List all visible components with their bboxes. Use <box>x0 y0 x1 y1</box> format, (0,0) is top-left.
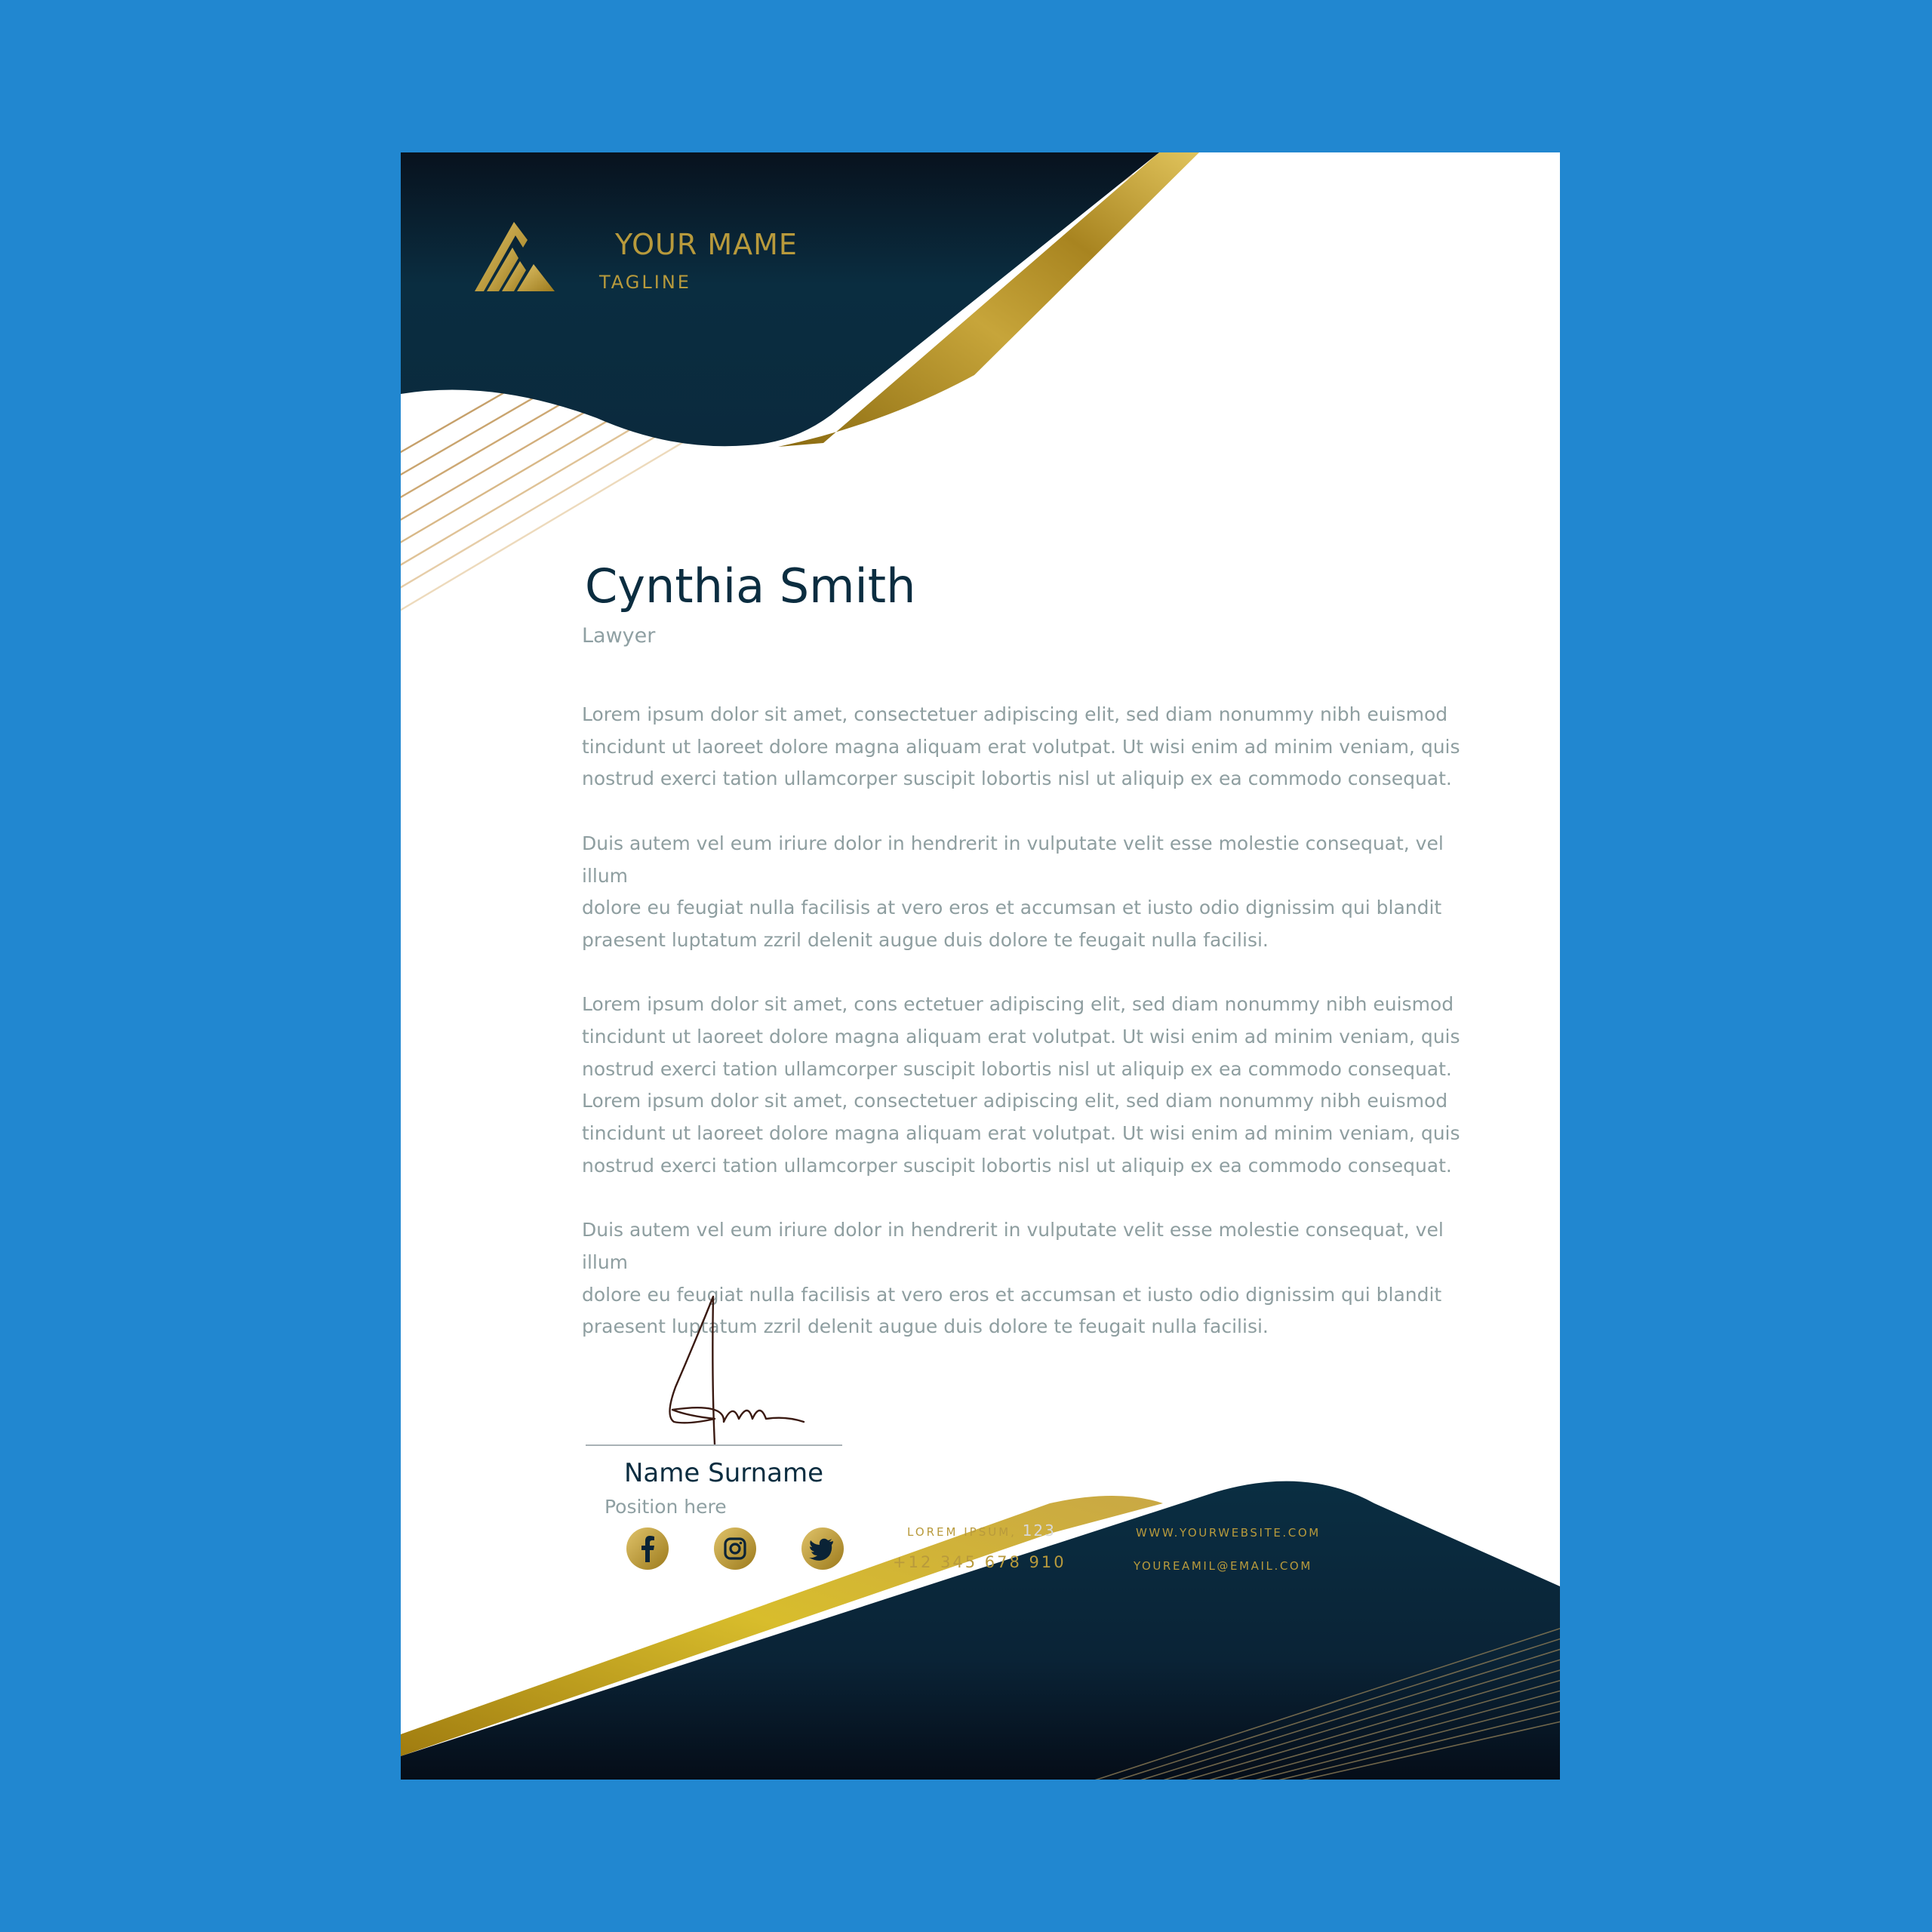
address-number: 123 <box>1022 1521 1056 1540</box>
signature-position: Position here <box>605 1496 727 1518</box>
facebook-icon[interactable] <box>626 1527 669 1570</box>
signature-line <box>586 1444 842 1446</box>
signature-name: Name Surname <box>624 1458 824 1488</box>
body-paragraph: Lorem ipsum dolor sit amet, consectetuer adipiscing elit, sed diam nonummy nibh euismod tincidunt ut laoreet dolore magna aliquam erat volutpat. Ut wisi enim ad minim veniam, quis nostrud exerci tation ullamcorper suscipit lobortis nisl ut aliquip ex ea commodo consequat. <box>582 703 1460 790</box>
mountain-logo-icon <box>475 222 556 294</box>
twitter-icon[interactable] <box>801 1527 844 1570</box>
person-name: Cynthia Smith <box>585 558 916 614</box>
website-link[interactable]: WWW.YOURWEBSITE.COM <box>1136 1526 1321 1540</box>
body-paragraph: Duis autem vel eum iriure dolor in hendrerit in vulputate velit esse molestie consequat, vel illum dolore eu feugiat nulla facilisis at vero eros et accumsan et iusto odio dignissim qui blandit praesent luptatum zzril delenit augue duis dolore te feugait nulla facilisi. <box>582 1219 1444 1338</box>
body-paragraph: Lorem ipsum dolor sit amet, cons ectetuer adipiscing elit, sed diam nonummy nibh euismod tincidunt ut laoreet dolore magna aliquam erat volutpat. Ut wisi enim ad minim veniam, quis nostrud exerci tation ullamcorper suscipit lobortis nisl ut aliquip ex ea commodo consequat. Lorem ipsum dolor sit amet, consectetuer adipiscing elit, sed diam nonummy nibh euismod tincidunt ut laoreet dolore magna aliquam erat volutpat. Ut wisi enim ad minim veniam, quis nostrud exerci tation ullamcorper suscipit lobortis nisl ut aliquip ex ea commodo consequat. <box>582 993 1460 1177</box>
person-title: Lawyer <box>582 624 656 648</box>
address-line <box>907 1521 1056 1540</box>
body-paragraph: Duis autem vel eum iriure dolor in hendrerit in vulputate velit esse molestie consequat, vel illum dolore eu feugiat nulla facilisis at vero eros et accumsan et iusto odio dignissim qui blandit praesent luptatum zzril delenit augue duis dolore te feugait nulla facilisi. <box>582 832 1444 951</box>
instagram-icon[interactable] <box>714 1527 756 1570</box>
letter-body <box>582 699 1465 1376</box>
handwritten-signature <box>642 1289 854 1455</box>
phone-number: +12 345 678 910 <box>893 1553 1066 1571</box>
brand-name: YOUR MAME <box>615 228 798 261</box>
email-link[interactable]: YOUREAMIL@EMAIL.COM <box>1134 1559 1312 1573</box>
letterhead-page <box>401 152 1560 1780</box>
brand-tagline: TAGLINE <box>599 272 691 293</box>
address-label: LOREM IPSUM, <box>907 1525 1017 1539</box>
